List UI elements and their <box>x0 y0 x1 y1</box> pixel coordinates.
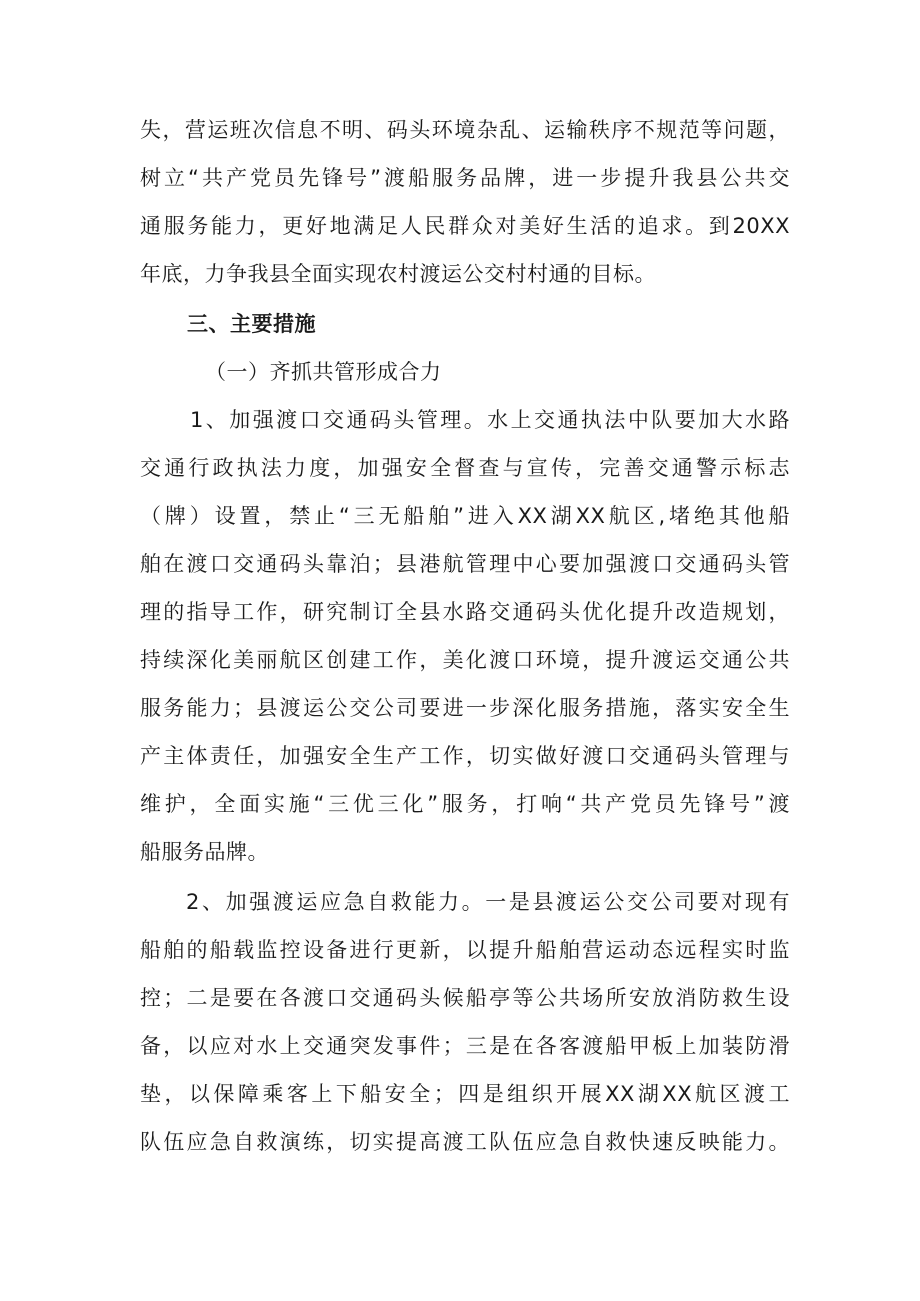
item1-line-6: 持续深化美丽航区创建工作，美化渡口环境，提升渡运交通公共 <box>140 648 790 672</box>
item2-line-1: 2、加强渡运应急自救能力。一是县渡运公交公司要对现有 <box>186 890 790 914</box>
item1-line-4: 舶在渡口交通码头靠泊；县港航管理中心要加强渡口交通码头管 <box>140 552 790 576</box>
item1-line-2: 交通行政执法力度，加强安全督查与宣传，完善交通警示标志 <box>140 456 790 480</box>
item1-line-8: 产主体责任，加强安全生产工作，切实做好渡口交通码头管理与 <box>140 744 790 768</box>
section-heading: 三、主要措施 <box>187 312 316 336</box>
item2-line-4: 备，以应对水上交通突发事件；三是在各客渡船甲板上加装防滑 <box>140 1034 790 1058</box>
item1-line-10: 船服务品牌。 <box>140 840 269 864</box>
item1-line-1: 1、加强渡口交通码头管理。水上交通执法中队要加大水路 <box>190 408 790 432</box>
intro-line-1: 失，营运班次信息不明、码头环境杂乱、运输秩序不规范等问题， <box>140 118 790 142</box>
item2-line-5: 垫，以保障乘客上下船安全；四是组织开展XX湖XX航区渡工 <box>140 1082 790 1106</box>
item2-line-6: 队伍应急自救演练，切实提高渡工队伍应急自救快速反映能力。 <box>140 1130 790 1154</box>
item1-line-3: （牌）设置，禁止“三无船舶”进入XX湖XX航区,堵绝其他船 <box>140 504 790 528</box>
intro-line-2: 树立“共产党员先锋号”渡船服务品牌，进一步提升我县公共交 <box>140 166 790 190</box>
item2-line-2: 船舶的船载监控设备进行更新，以提升船舶营运动态远程实时监 <box>140 938 790 962</box>
item2-line-3: 控；二是要在各渡口交通码头候船亭等公共场所安放消防救生设 <box>140 986 790 1010</box>
intro-line-3: 通服务能力，更好地满足人民群众对美好生活的追求。到20XX <box>140 214 790 238</box>
intro-line-4: 年底，力争我县全面实现农村渡运公交村村通的目标。 <box>140 262 656 286</box>
item1-line-9: 维护，全面实施“三优三化”服务，打响“共产党员先锋号”渡 <box>140 792 790 816</box>
item1-line-5: 理的指导工作，研究制订全县水路交通码头优化提升改造规划， <box>140 600 790 624</box>
item1-line-7: 服务能力；县渡运公交公司要进一步深化服务措施，落实安全生 <box>140 696 790 720</box>
subsection-heading: （一）齐抓共管形成合力 <box>205 360 442 384</box>
